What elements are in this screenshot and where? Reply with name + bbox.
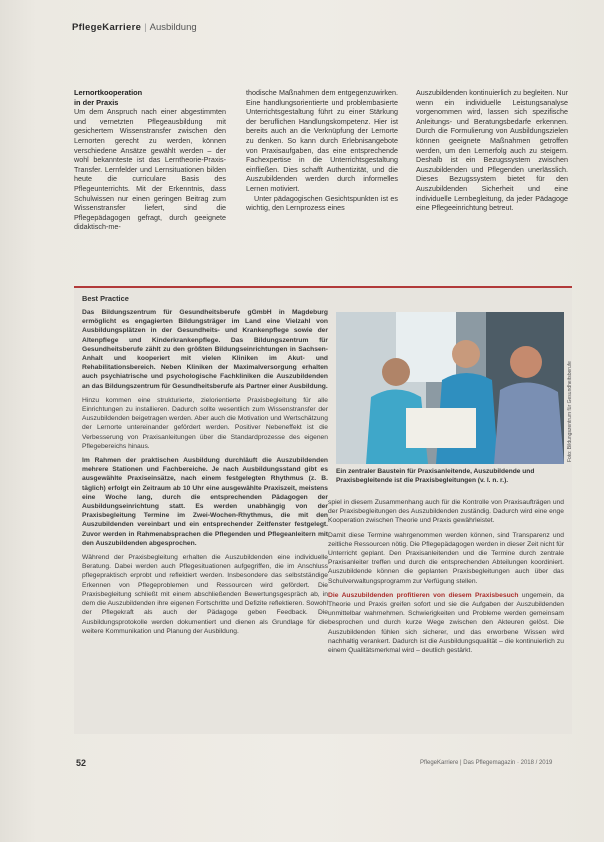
box-left-paragraph-4: Während der Praxisbegleitung erhalten die Auszubildenden eine individuelle Beratung. Dabei werden auch Pflegesituationen aufgegriffen, die im Anschluss pflegepraktisch erprobt und reflektiert werden. Insbesondere das selbstständige Erkennen von Pflegeproblemen und Ressourcen wird gefördert. Die Praxisbegleitung schließt mit einem abschließenden Bewertungsgespräch ab, in dem die Auszubildenden ihre eigenen Fortschritte und Defizite reflektieren. Sowohl der Pflegekraft als auch der Pädagoge geben Feedback. Die Ausbildungsprotokolle werden dokumentiert und dienen als Grundlage für die weitere Kommunikation und Planung der Ausbildung. <box>82 554 328 635</box>
box-right-column <box>328 498 564 660</box>
photo-caption: Ein zentraler Baustein für Praxisanleitende, Auszubildende und Praxisbegleitende ist die Praxisbegleitungen (v. l. n. r.). <box>336 468 535 484</box>
box-right-paragraph-2: Damit diese Termine wahrgenommen werden können, sind Transparenz und zeitliche Ressourcen nötig. Die Pflegepädagogen werden in dieser Zeit nicht für Unterricht geplant. Den Praxisanleitenden und die Termine durch zentrale Praxisanleiter treffen und durch die entsprechenden Abteilungen koordiniert. Auszubildende können die geplanten Praxisbegleitungen auch über das Schulverwaltungsprogramm zur Verfügung stellen. <box>328 531 564 585</box>
training-photo <box>336 312 564 464</box>
box-right-paragraph-1: spiel in diesem Zusammenhang auch für die Kontrolle von Praxisaufträgen und der Praxisbegleitungen des Auszubildenden zuständig. Dadurch wird eine enge Kooperation zwischen Theorie und Praxis gewährleistet. <box>328 499 564 525</box>
column-2-text-2: Unter pädagogischen Gesichtspunkten ist es wichtig, den Lernprozess eines <box>246 193 398 213</box>
box-left-paragraph-2: Hinzu kommen eine strukturierte, zielorientierte Praxisbegleitung für alle Einrichtungen zu installieren. Dadurch sollte wesentlich zum Wissenstransfer der Auszubildenden beigetragen werden. Aber auch die Motivation und Wertschätzung der Lernorte untereinander gefördert werden. Positiver Nebeneffekt ist die Verbesserung von Praxisanleitungen über die Standardprozesse des eigenen Pflegebereichs hinaus. <box>82 396 328 450</box>
box-left-column <box>82 308 328 641</box>
article-column-3 <box>416 88 568 213</box>
page-header <box>72 22 197 33</box>
header-brand: PflegeKarriere <box>72 22 142 33</box>
box-right-highlight: Die Auszubildenden profitieren von diesem Praxisbesuch <box>328 591 519 599</box>
page-number: 52 <box>76 758 87 768</box>
column-2-text-1: thodische Maßnahmen dem entgegenzuwirken. Eine handlungsorientierte und problembasierte Unterrichtsgestaltung führt zu einer Stärkung der beruflichen Handlungskompetenz. Hier ist bereits auch an die Verknüpfung der Lernorte zu denken. So kann durch Erlebnisangebote von Praxisaufgaben, das eine entsprechende Fachexpertise in die Unterrichtsgestaltung einfließen. Dies schafft Authentizität, und die Auszubildenden werden durch informelles Lernen motiviert. <box>246 88 398 193</box>
photo-credit-text: Foto: Bildungszentrum für Gesundheitsberufe <box>567 361 573 462</box>
section-heading-line1: Lernortkooperation <box>74 88 143 97</box>
photo-illustration <box>336 312 564 464</box>
box-right-paragraph-3-text: ungemein, da Theorie und Praxis greifen sofort und sie die Aufgaben der Auszubildenden unmittelbar wahrnehmen. Schwierigkeiten und Probleme werden gemeinsam besprochen und durch kurze Wege zwischen den Akteuren gelöst. Die Auszubildenden fühlen sich sicherer, und das erworbene Wissen wird nachhaltig verankert. Dadurch ist die Ausbildungsqualität – die kontinuierlich zu einem Qualitätsmerkmal wird – deutlich gestärkt. <box>328 591 565 655</box>
header-section: Ausbildung <box>149 22 197 33</box>
box-title: Best Practice <box>82 294 129 303</box>
footer-magazine: PflegeKarriere | Das Pflegemagazin · 2018 / 2019 <box>420 760 553 766</box>
column-3-text: Auszubildenden kontinuierlich zu begleiten. Nur wenn ein individuelle Leistungsanalyse vorgenommen wird, lassen sich spezifische Anleitungs- und Beratungsbedarfe erkennen. Durch die Formulierung von Ausbildungszielen können geeignete Maßnahmen getroffen werden, um den Lernerfolg auch zu steigern. Deshalb ist ein Bezugssystem zwischen Auszubildenden und Pflegenden unerlässlich. Dieses Bezugssystem bietet für den Auszubildenden Sicherheit und eine individuelle Lernbegleitung, da jeder Pädagoge eine Pflegeeinrichtung betreut. <box>416 88 568 213</box>
photo-credit <box>567 312 575 464</box>
column-1-text: Um dem Anspruch nach einer abgestimmten und vernetzten Pflegeausbildung mit gesichertem Wissenstransfer zwischen den Lernorten gerecht zu werden, können verschiedene Ansätze gewählt werden – der wohl bekannteste ist das Lerntheorie-Praxis-Transfer. Lernfelder und Lernsituationen bilden heute die curriculare Basis des Pflegeunterrichts. Mit der Erkenntnis, dass Schulwissen nur einen geringen Beitrag zum Wissenstransfer liefert, sind die Pflegepädagogen gefragt, durch geeignete didaktisch-me- <box>74 107 226 232</box>
article-column-1 <box>74 88 226 232</box>
box-left-paragraph-1: Das Bildungszentrum für Gesundheitsberufe gGmbH in Magdeburg ermöglicht es engagierten Bildungsträger im Land eine Vielzahl von Ausbildungsplätzen in der Gesundheits- und Krankenpflege sowie der Altenpflege und Kinderkrankenpflege. Das Bildungszentrum für Gesundheitsberufe zählt zu den größten Bildungseinrichtungen in Sachsen-Anhalt und kooperiert mit vielen Kliniken im Akut- und Rehabilitationsbereich. Neben Kliniken der Maximalversorgung erhalten auch psychiatrische und psychologische Fachkliniken die Auszubildenden an das Bildungszentrum für Gesundheitsberufe als Partner einer Ausbildung. <box>82 309 328 390</box>
article-column-2 <box>246 88 398 213</box>
header-separator: | <box>144 22 147 33</box>
section-heading-line2: in der Praxis <box>74 97 119 107</box>
box-left-paragraph-3: Im Rahmen der praktischen Ausbildung durchläuft die Auszubildenden mehrere Stationen und Fachbereiche. Je nach Ausbildungsstand gibt es ausgewählte Praxiseinsätze, nach einem festgelegten Rhythmus (z. B. täglich) erfolgt ein Zeitraum ab 10 Uhr eine ausgewählte Praxiszeit, meistens eine Woche lang, durch die entsprechenden Pädagogen der Ausbildungseinrichtung statt. Es werden unabhängig von der Praxisbegleitung Termine im Zwei-Wochen-Rhythmus, die mit den Auszubildenden vereinbart und ein entsprechender Zeitfenster festgelegt. Zuvor werden in Rahmenabsprachen die Pflegenden und Pflegeanleitern mit den Auszubildenden abgesprochen. <box>82 457 328 547</box>
best-practice-box <box>74 286 572 734</box>
box-right-paragraph-3 <box>328 591 564 655</box>
